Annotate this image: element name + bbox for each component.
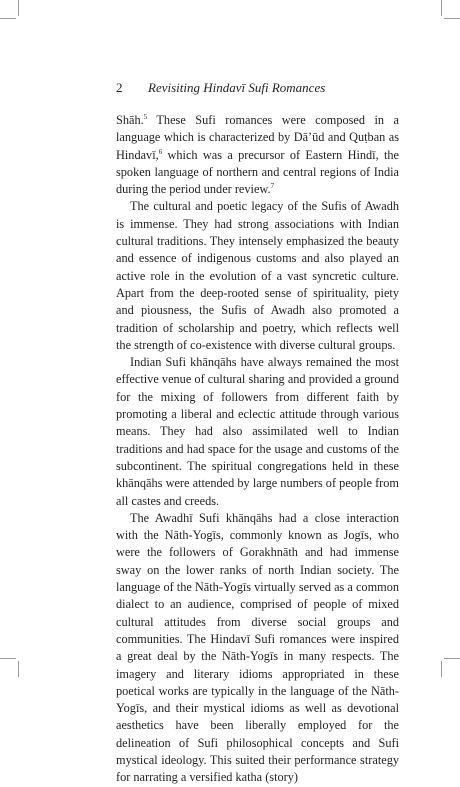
footnote-ref: 7 — [270, 182, 275, 191]
text-run: Indian Sufi khānqāhs have always remained the most effective venue of cultural sharing and provided a ground for the mixing of followers from different faith by promoting a liberal and eclectic attitude through various means. They had also assimilated well to Indian traditions and had space for the usage and customs of the subcontinent. The spiritual congregations held in these khānqāhs were attended by large numbers of people from all castes and creeds. — [116, 355, 399, 508]
paragraph — [116, 198, 399, 354]
crop-mark — [444, 18, 460, 19]
paragraph — [116, 354, 399, 510]
crop-mark — [441, 0, 442, 16]
footnote-ref: 6 — [158, 147, 163, 156]
text-run: The Awadhī Sufi khānqāhs had a close interaction with the Nāth-Yogīs, commonly known as Jogīs, who were the followers of Gorakhnāth and had immense sway on the lower ranks of north Indian society. The language of the Nāth-Yogīs virtually served as a common dialect to an audience, comprised of people of mixed cultural attitudes from diverse social groups and communities. The Hindavī Sufi romances were inspired a great deal by the Nāth-Yogīs in many respects. The imagery and literary idioms appropriated in these poetical works are typically in the language of the Nāth-Yogīs, and their mystical idioms as well as devotional aesthetics have been liberally employed for the delineation of Sufi philosophical concepts and Sufi mystical ideology. This suited their performance strategy for narrating a versified katha (story) — [116, 510, 399, 785]
crop-mark — [444, 658, 460, 659]
footnote-ref: 5 — [143, 112, 148, 121]
crop-mark — [0, 658, 16, 659]
text-run: These Sufi romances were composed in a language which is characterized by Dā’ūd and Quṭban as Hindavī, — [116, 113, 399, 162]
crop-mark — [18, 661, 19, 677]
crop-mark — [441, 661, 442, 677]
crop-mark — [0, 18, 16, 19]
paragraph — [116, 112, 399, 198]
crop-mark — [18, 0, 19, 16]
text-run: Shāh. — [116, 113, 144, 127]
text-run: which was a precursor of Eastern Hindī, the spoken language of northern and central regions of India during the period under review. — [116, 147, 399, 197]
page-number: 2 — [116, 80, 123, 95]
page-header — [116, 80, 446, 100]
body-text — [116, 112, 399, 787]
running-title: Revisiting Hindavī Sufi Romances — [148, 80, 326, 95]
paragraph — [116, 510, 399, 787]
text-run: The cultural and poetic legacy of the Sufis of Awadh is immense. They had strong associations with Indian cultural traditions. They intensely emphasized the beauty and essence of indigenous customs and also played an active role in the evolution of a vast syncretic culture. Apart from the deep-rooted sense of spirituality, piety and piousness, the Sufis of Awadh also promoted a tradition of scholarship and poetry, which reflects well the strength of co-existence with diverse cultural groups. — [116, 199, 399, 352]
